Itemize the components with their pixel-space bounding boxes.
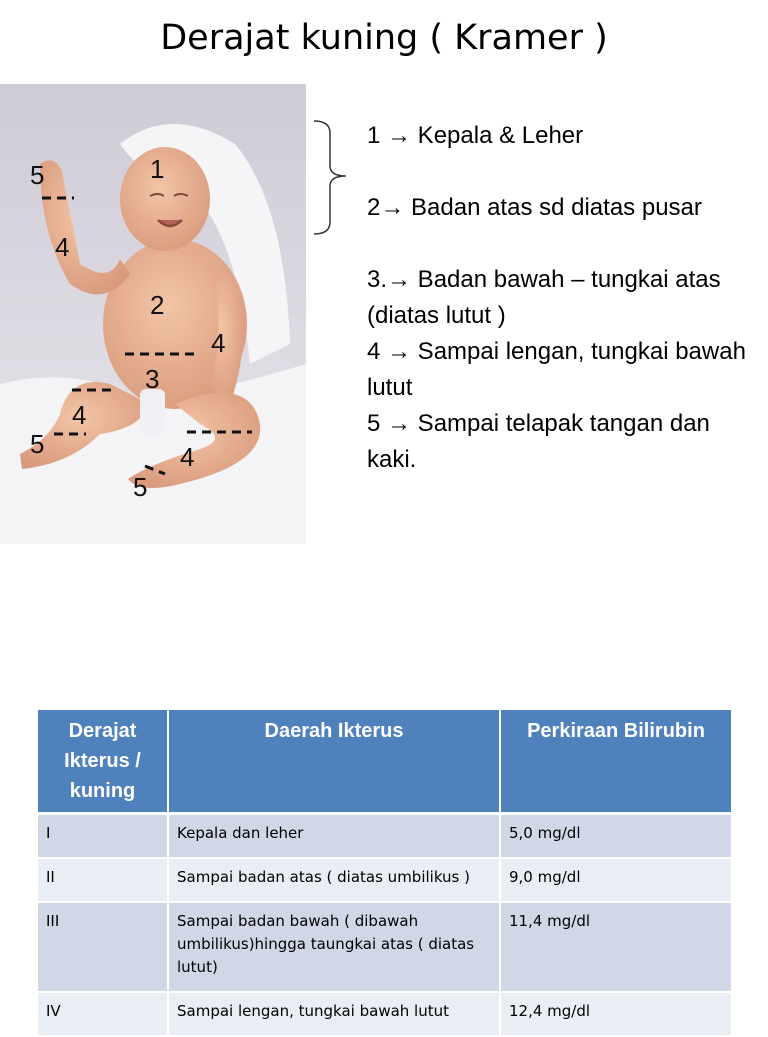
legend-item-5: 5 → Sampai telapak tangan dan kaki. [367,410,710,473]
cell-degree: II [38,858,168,902]
cell-area: Sampai lengan, tungkai bawah lutut [168,992,500,1036]
cell-area: Sampai badan bawah ( dibawah umbilikus)hingga taungkai atas ( diatas lutut) [168,902,500,992]
legend-item-2: 2→ Badan atas sd diatas pusar [367,194,702,221]
cell-degree: I [38,814,168,859]
cell-bilirubin: 11,4 mg/dl [500,902,732,992]
table-row [38,992,732,1036]
header-area: Daerah Ikterus [168,710,500,814]
cell-degree: III [38,902,168,992]
cell-bilirubin: 9,0 mg/dl [500,858,732,902]
zone-label-upper-trunk: 2 [150,290,165,320]
cell-area: Sampai badan atas ( diatas umbilikus ) [168,858,500,902]
jaundice-table [38,710,733,1037]
zone-label-left-knee: 4 [72,400,87,430]
table-row [38,858,732,902]
legend-item-4: 4 → Sampai lengan, tungkai bawah lutut [367,338,746,401]
baby-photo [0,84,306,544]
legend-item-1: 1 → Kepala & Leher [367,122,584,149]
header-degree: Derajat Ikterus / kuning [38,710,168,814]
table-row [38,902,732,992]
zone-label-left-foot: 5 [30,429,45,459]
cell-bilirubin: 12,4 mg/dl [500,992,732,1036]
page-title: Derajat kuning ( Kramer ) [160,18,608,58]
zone-label-head: 1 [150,154,165,184]
table-header-row [38,710,732,814]
cell-bilirubin: 5,0 mg/dl [500,814,732,859]
cell-degree: IV [38,992,168,1036]
zone-label-right-arm: 4 [211,328,226,358]
legend-item-3: 3.→ Badan bawah – tungkai atas (diatas lutut ) [367,266,721,329]
zone-label-lower-trunk: 3 [145,364,160,394]
zone-label-right-leg: 4 [180,442,195,472]
brace-icon [310,118,355,238]
header-bilirubin: Perkiraan Bilirubin [500,710,732,814]
zone-legend [367,118,757,478]
table-row [38,814,732,859]
cell-area: Kepala dan leher [168,814,500,859]
zone-label-hand: 5 [30,160,45,190]
zone-label-right-foot: 5 [133,472,148,502]
zone-label-arm: 4 [55,232,70,262]
